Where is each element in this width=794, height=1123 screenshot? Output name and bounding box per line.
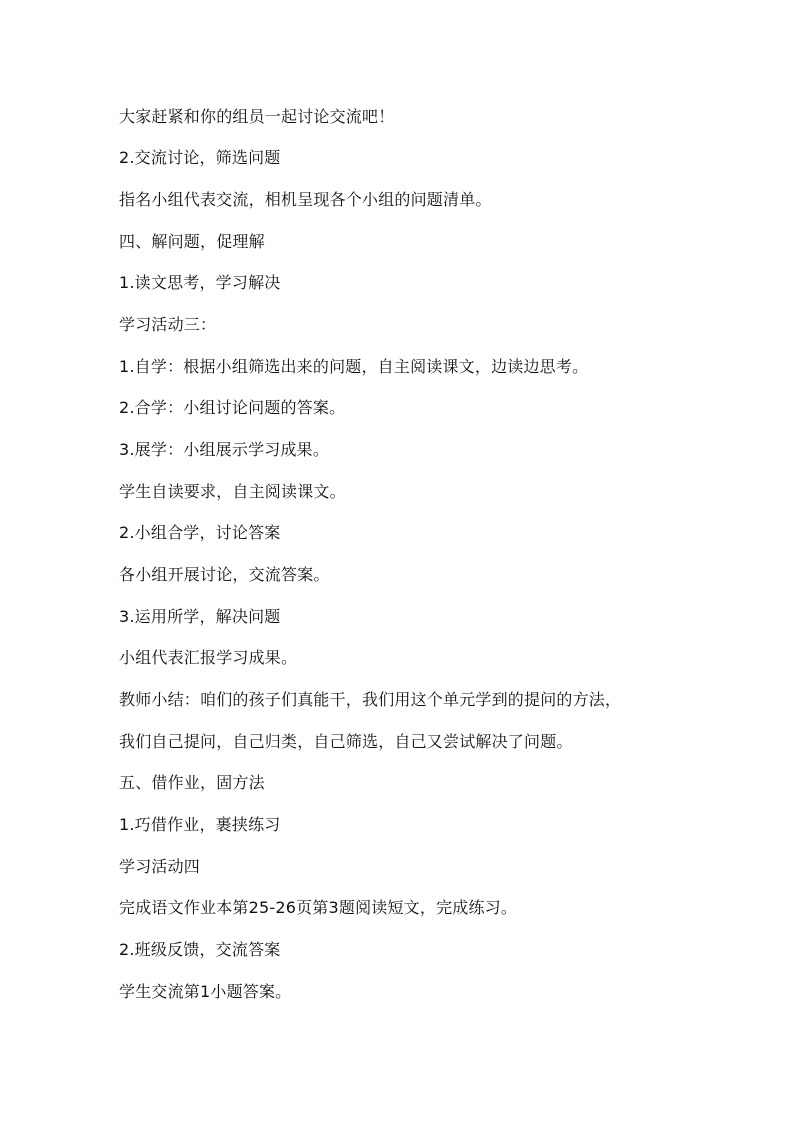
section-heading: 1.巧借作业，裹挟练习 xyxy=(119,815,281,834)
section-heading: 1.读文思考，学习解决 xyxy=(119,273,281,292)
section-heading: 五、借作业，固方法 xyxy=(119,773,265,792)
text-line: 指名小组代表交流，相机呈现各个小组的问题清单。 xyxy=(119,190,492,209)
section-heading: 3.运用所学，解决问题 xyxy=(119,607,281,626)
section-heading: 2.小组合学，讨论答案 xyxy=(119,523,281,542)
text-line: 2.合学：小组讨论问题的答案。 xyxy=(119,398,346,417)
text-line: 大家赶紧和你的组员一起讨论交流吧！ xyxy=(119,107,395,126)
text-line: 我们自己提问，自己归类，自己筛选，自己又尝试解决了问题。 xyxy=(119,732,573,751)
text-line: 1.自学：根据小组筛选出来的问题，自主阅读课文，边读边思考。 xyxy=(119,357,589,376)
text-line: 学习活动三： xyxy=(119,315,217,334)
text-line: 学习活动四 xyxy=(119,857,201,876)
text-line: 小组代表汇报学习成果。 xyxy=(119,648,298,667)
section-heading: 四、解问题，促理解 xyxy=(119,232,265,251)
text-line: 3.展学：小组展示学习成果。 xyxy=(119,440,330,459)
text-line: 学生交流第1小题答案。 xyxy=(119,982,292,1001)
text-line: 学生自读要求，自主阅读课文。 xyxy=(119,482,346,501)
text-line: 教师小结：咱们的孩子们真能干，我们用这个单元学到的提问的方法， xyxy=(119,690,622,709)
text-line: 各小组开展讨论，交流答案。 xyxy=(119,565,330,584)
text-line: 完成语文作业本第25-26页第3题阅读短文，完成练习。 xyxy=(119,898,518,917)
section-heading: 2.交流讨论，筛选问题 xyxy=(119,148,281,167)
section-heading: 2.班级反馈，交流答案 xyxy=(119,940,281,959)
